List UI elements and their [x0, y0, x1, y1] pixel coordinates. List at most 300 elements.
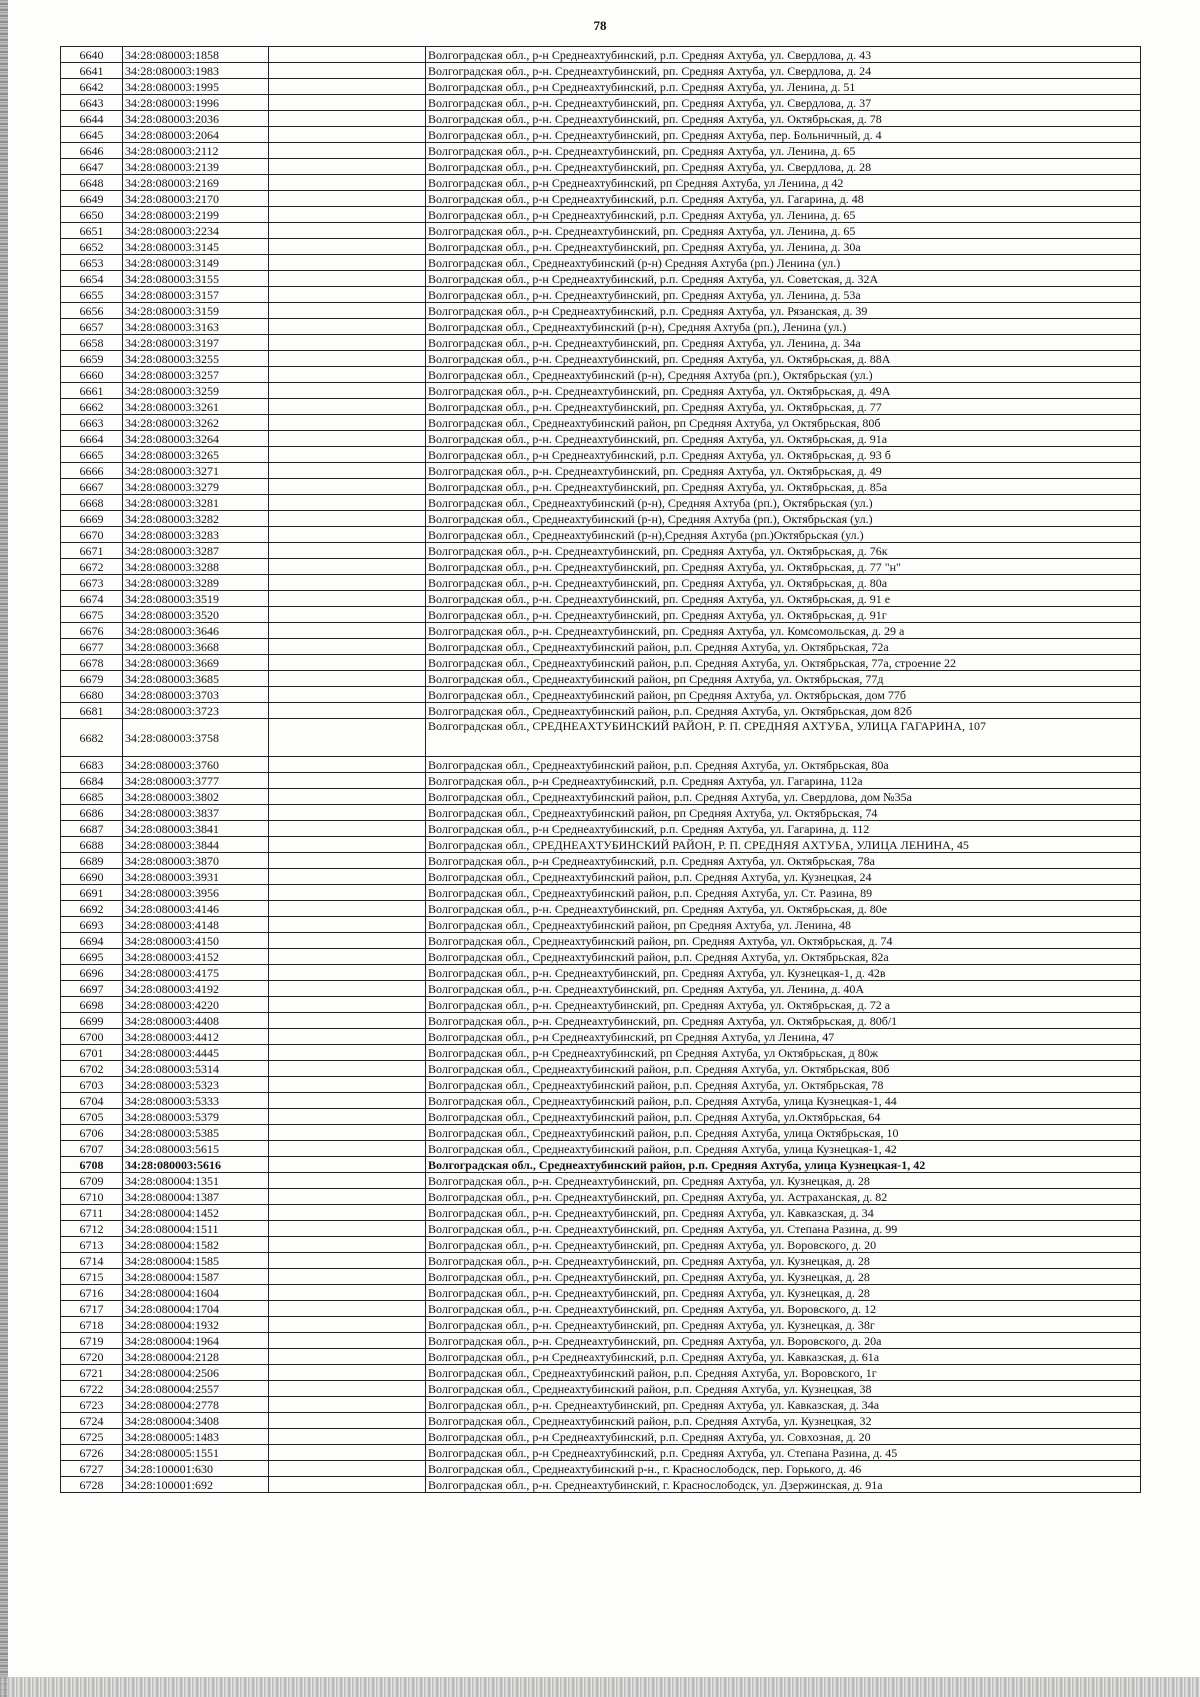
table-row: [61, 351, 1141, 367]
row-number-cell: 6711: [61, 1205, 123, 1221]
cadastral-number-cell: 34:28:080003:3289: [123, 575, 269, 591]
table-row: [61, 789, 1141, 805]
cadastral-number-cell: 34:28:080003:4146: [123, 901, 269, 917]
row-number-cell: 6728: [61, 1477, 123, 1493]
empty-cell: [269, 575, 426, 591]
row-number-cell: 6643: [61, 95, 123, 111]
row-number-cell: 6653: [61, 255, 123, 271]
row-number-cell: 6667: [61, 479, 123, 495]
table-row: [61, 255, 1141, 271]
address-cell: Волгоградская обл., р-н Среднеахтубинский, р.п. Средняя Ахтуба, ул. Октябрьская, д. 93 б: [426, 447, 1141, 463]
address-cell: Волгоградская обл., Среднеахтубинский район, р.п. Средняя Ахтуба, ул. Кузнецкая, 24: [426, 869, 1141, 885]
table-row: [61, 239, 1141, 255]
empty-cell: [269, 383, 426, 399]
address-cell: Волгоградская обл., р-н. Среднеахтубинский, рп. Средняя Ахтуба, ул. Астраханская, д. 82: [426, 1189, 1141, 1205]
table-row: [61, 127, 1141, 143]
table-row: [61, 367, 1141, 383]
table-row: [61, 1301, 1141, 1317]
cadastral-number-cell: 34:28:080003:3669: [123, 655, 269, 671]
address-cell: Волгоградская обл., р-н. Среднеахтубинский, рп. Средняя Ахтуба, ул. Октябрьская, д. 85а: [426, 479, 1141, 495]
table-row: [61, 671, 1141, 687]
table-row: [61, 1221, 1141, 1237]
empty-cell: [269, 303, 426, 319]
row-number-cell: 6721: [61, 1365, 123, 1381]
row-number-cell: 6682: [61, 719, 123, 757]
address-cell: Волгоградская обл., р-н Среднеахтубинский, р.п. Средняя Ахтуба, ул. Ленина, д. 51: [426, 79, 1141, 95]
table-row: [61, 1141, 1141, 1157]
address-cell: Волгоградская обл., р-н. Среднеахтубинский, рп. Средняя Ахтуба, ул. Свердлова, д. 37: [426, 95, 1141, 111]
empty-cell: [269, 1269, 426, 1285]
cadastral-number-cell: 34:28:080003:3520: [123, 607, 269, 623]
table-row: [61, 1125, 1141, 1141]
empty-cell: [269, 1285, 426, 1301]
row-number-cell: 6679: [61, 671, 123, 687]
table-row: [61, 949, 1141, 965]
cadastral-number-cell: 34:28:080003:1995: [123, 79, 269, 95]
address-cell: Волгоградская обл., Среднеахтубинский район, р.п. Средняя Ахтуба, ул. Октябрьская, 78: [426, 1077, 1141, 1093]
empty-cell: [269, 527, 426, 543]
address-cell: Волгоградская обл., р-н. Среднеахтубинский, рп. Средняя Ахтуба, пер. Больничный, д. 4: [426, 127, 1141, 143]
cadastral-number-cell: 34:28:080003:3149: [123, 255, 269, 271]
cadastral-number-cell: 34:28:080003:5323: [123, 1077, 269, 1093]
empty-cell: [269, 1381, 426, 1397]
row-number-cell: 6707: [61, 1141, 123, 1157]
table-row: [61, 1061, 1141, 1077]
empty-cell: [269, 95, 426, 111]
table-row: [61, 95, 1141, 111]
address-cell: Волгоградская обл., Среднеахтубинский район, рп Средняя Ахтуба, ул. Ленина, 48: [426, 917, 1141, 933]
address-cell: Волгоградская обл., р-н. Среднеахтубинский, рп. Средняя Ахтуба, ул. Октябрьская, д. 78: [426, 111, 1141, 127]
cadastral-number-cell: 34:28:080003:2170: [123, 191, 269, 207]
table-row: [61, 805, 1141, 821]
address-cell: Волгоградская обл., р-н. Среднеахтубинский, г. Краснослободск, ул. Дзержинская, д. 91а: [426, 1477, 1141, 1493]
empty-cell: [269, 431, 426, 447]
cadastral-number-cell: 34:28:080005:1551: [123, 1445, 269, 1461]
row-number-cell: 6677: [61, 639, 123, 655]
cadastral-number-cell: 34:28:080004:1351: [123, 1173, 269, 1189]
table-row: [61, 773, 1141, 789]
empty-cell: [269, 687, 426, 703]
cadastral-number-cell: 34:28:080003:3145: [123, 239, 269, 255]
address-cell: Волгоградская обл., Среднеахтубинский (р-н), Средняя Ахтуба (рп.), Октябрьская (ул.): [426, 367, 1141, 383]
empty-cell: [269, 175, 426, 191]
cadastral-number-cell: 34:28:080004:1582: [123, 1237, 269, 1253]
row-number-cell: 6672: [61, 559, 123, 575]
empty-cell: [269, 351, 426, 367]
empty-cell: [269, 591, 426, 607]
address-cell: Волгоградская обл., Среднеахтубинский (р-н), Средняя Ахтуба (рп.), Октябрьская (ул.): [426, 495, 1141, 511]
empty-cell: [269, 1429, 426, 1445]
cadastral-number-cell: 34:28:080004:1387: [123, 1189, 269, 1205]
row-number-cell: 6674: [61, 591, 123, 607]
scan-edge-left: [0, 0, 8, 1697]
row-number-cell: 6724: [61, 1413, 123, 1429]
cadastral-number-cell: 34:28:080003:3841: [123, 821, 269, 837]
row-number-cell: 6646: [61, 143, 123, 159]
cadastral-number-cell: 34:28:080003:2139: [123, 159, 269, 175]
cadastral-number-cell: 34:28:080004:2778: [123, 1397, 269, 1413]
row-number-cell: 6714: [61, 1253, 123, 1269]
cadastral-number-cell: 34:28:080003:1858: [123, 47, 269, 63]
cadastral-number-cell: 34:28:080003:3703: [123, 687, 269, 703]
table-row: [61, 965, 1141, 981]
row-number-cell: 6691: [61, 885, 123, 901]
row-number-cell: 6705: [61, 1109, 123, 1125]
cadastral-number-cell: 34:28:080003:5333: [123, 1093, 269, 1109]
row-number-cell: 6723: [61, 1397, 123, 1413]
address-cell: Волгоградская обл., р-н. Среднеахтубинский, рп. Средняя Ахтуба, ул. Комсомольская, д. 29 а: [426, 623, 1141, 639]
table-row: [61, 869, 1141, 885]
address-cell: Волгоградская обл., Среднеахтубинский район, р.п. Средняя Ахтуба, ул. Октябрьская, 80б: [426, 1061, 1141, 1077]
row-number-cell: 6688: [61, 837, 123, 853]
cadastral-number-cell: 34:28:080003:3760: [123, 757, 269, 773]
cadastral-number-cell: 34:28:080003:3282: [123, 511, 269, 527]
cadastral-number-cell: 34:28:080003:3802: [123, 789, 269, 805]
empty-cell: [269, 447, 426, 463]
empty-cell: [269, 271, 426, 287]
cadastral-number-cell: 34:28:080003:3259: [123, 383, 269, 399]
cadastral-number-cell: 34:28:080003:5615: [123, 1141, 269, 1157]
empty-cell: [269, 1029, 426, 1045]
address-cell: Волгоградская обл., р-н Среднеахтубинский, р.п. Средняя Ахтуба, ул. Ленина, д. 65: [426, 207, 1141, 223]
empty-cell: [269, 1349, 426, 1365]
row-number-cell: 6697: [61, 981, 123, 997]
cadastral-number-cell: 34:28:080003:3279: [123, 479, 269, 495]
empty-cell: [269, 1253, 426, 1269]
empty-cell: [269, 367, 426, 383]
cadastral-number-cell: 34:28:080003:3159: [123, 303, 269, 319]
table-row: [61, 287, 1141, 303]
table-row: [61, 1029, 1141, 1045]
address-cell: Волгоградская обл., р-н. Среднеахтубинский, рп. Средняя Ахтуба, ул. Октябрьская, д. 77 "н": [426, 559, 1141, 575]
row-number-cell: 6671: [61, 543, 123, 559]
table-row: [61, 1397, 1141, 1413]
cadastral-number-cell: 34:28:080003:2234: [123, 223, 269, 239]
address-cell: Волгоградская обл., р-н. Среднеахтубинский, рп. Средняя Ахтуба, ул. Октябрьская, д. 80а: [426, 575, 1141, 591]
empty-cell: [269, 965, 426, 981]
address-cell: Волгоградская обл., Среднеахтубинский район, р.п. Средняя Ахтуба, ул. Октябрьская, дом 82б: [426, 703, 1141, 719]
cadastral-number-cell: 34:28:080003:1996: [123, 95, 269, 111]
cadastral-number-cell: 34:28:080003:4148: [123, 917, 269, 933]
table-row: [61, 1333, 1141, 1349]
cadastral-number-cell: 34:28:080004:1452: [123, 1205, 269, 1221]
row-number-cell: 6713: [61, 1237, 123, 1253]
address-cell: Волгоградская обл., Среднеахтубинский р-н., г. Краснослободск, пер. Горького, д. 46: [426, 1461, 1141, 1477]
address-cell: Волгоградская обл., р-н. Среднеахтубинский, рп. Средняя Ахтуба, ул. Октябрьская, д. 77: [426, 399, 1141, 415]
cadastral-number-cell: 34:28:080004:1604: [123, 1285, 269, 1301]
cadastral-number-cell: 34:28:080003:3844: [123, 837, 269, 853]
empty-cell: [269, 1141, 426, 1157]
cadastral-number-cell: 34:28:080003:3283: [123, 527, 269, 543]
row-number-cell: 6710: [61, 1189, 123, 1205]
address-cell: Волгоградская обл., р-н. Среднеахтубинский, рп. Средняя Ахтуба, ул. Кузнецкая, д. 38г: [426, 1317, 1141, 1333]
table-row: [61, 383, 1141, 399]
empty-cell: [269, 63, 426, 79]
address-cell: Волгоградская обл., Среднеахтубинский (р-н), Средняя Ахтуба (рп.), Октябрьская (ул.): [426, 511, 1141, 527]
address-cell: Волгоградская обл., Среднеахтубинский район, рп Средняя Ахтуба, ул. Октябрьская, дом 77б: [426, 687, 1141, 703]
empty-cell: [269, 789, 426, 805]
cadastral-number-cell: 34:28:080003:3287: [123, 543, 269, 559]
cadastral-number-cell: 34:28:080003:3723: [123, 703, 269, 719]
empty-cell: [269, 239, 426, 255]
cadastral-number-cell: 34:28:080003:3264: [123, 431, 269, 447]
cadastral-number-cell: 34:28:080003:4192: [123, 981, 269, 997]
empty-cell: [269, 287, 426, 303]
table-row: [61, 757, 1141, 773]
cadastral-number-cell: 34:28:080003:3777: [123, 773, 269, 789]
table-row: [61, 159, 1141, 175]
table-row: [61, 1237, 1141, 1253]
address-cell: Волгоградская обл., Среднеахтубинский район, рп. Средняя Ахтуба, ул. Октябрьская, д. 74: [426, 933, 1141, 949]
table-row: [61, 207, 1141, 223]
empty-cell: [269, 223, 426, 239]
address-cell: Волгоградская обл., р-н Среднеахтубинский, р.п. Средняя Ахтуба, ул. Гагарина, 112а: [426, 773, 1141, 789]
table-row: [61, 1413, 1141, 1429]
table-row: [61, 1013, 1141, 1029]
cadastral-number-cell: 34:28:080003:3758: [123, 719, 269, 757]
empty-cell: [269, 933, 426, 949]
address-cell: Волгоградская обл., р-н. Среднеахтубинский, рп. Средняя Ахтуба, ул. Ленина, д. 65: [426, 143, 1141, 159]
table-row: [61, 527, 1141, 543]
address-cell: Волгоградская обл., р-н Среднеахтубинский, р.п. Средняя Ахтуба, ул. Совхозная, д. 20: [426, 1429, 1141, 1445]
address-cell: Волгоградская обл., р-н Среднеахтубинский, р.п. Средняя Ахтуба, ул. Советская, д. 32А: [426, 271, 1141, 287]
cadastral-number-cell: 34:28:080003:4445: [123, 1045, 269, 1061]
row-number-cell: 6645: [61, 127, 123, 143]
row-number-cell: 6699: [61, 1013, 123, 1029]
cadastral-number-cell: 34:28:080003:3931: [123, 869, 269, 885]
empty-cell: [269, 1301, 426, 1317]
empty-cell: [269, 319, 426, 335]
empty-cell: [269, 869, 426, 885]
empty-cell: [269, 1333, 426, 1349]
table-row: [61, 303, 1141, 319]
address-cell: Волгоградская обл., Среднеахтубинский (р-н),Средняя Ахтуба (рп.)Октябрьская (ул.): [426, 527, 1141, 543]
address-cell: Волгоградская обл., Среднеахтубинский район, р.п. Средняя Ахтуба, ул. Октябрьская, 77а, строение 22: [426, 655, 1141, 671]
cadastral-number-cell: 34:28:080003:3255: [123, 351, 269, 367]
row-number-cell: 6700: [61, 1029, 123, 1045]
table-row: [61, 1253, 1141, 1269]
row-number-cell: 6717: [61, 1301, 123, 1317]
table-row: [61, 591, 1141, 607]
registry-table: [60, 46, 1141, 1493]
table-row: [61, 1205, 1141, 1221]
table-row: [61, 63, 1141, 79]
table-row: [61, 655, 1141, 671]
cadastral-number-cell: 34:28:080003:4412: [123, 1029, 269, 1045]
address-cell: Волгоградская обл., р-н Среднеахтубинский, р.п. Средняя Ахтуба, ул. Октябрьская, 78а: [426, 853, 1141, 869]
cadastral-number-cell: 34:28:080004:1511: [123, 1221, 269, 1237]
table-row: [61, 495, 1141, 511]
registry-body: [61, 47, 1141, 1493]
empty-cell: [269, 1461, 426, 1477]
address-cell: Волгоградская обл., СРЕДНЕАХТУБИНСКИЙ РАЙОН, Р. П. СРЕДНЯЯ АХТУБА, УЛИЦА ЛЕНИНА, 45: [426, 837, 1141, 853]
row-number-cell: 6683: [61, 757, 123, 773]
cadastral-number-cell: 34:28:080004:1932: [123, 1317, 269, 1333]
empty-cell: [269, 703, 426, 719]
empty-cell: [269, 1237, 426, 1253]
table-row: [61, 933, 1141, 949]
table-row: [61, 1349, 1141, 1365]
table-row: [61, 1093, 1141, 1109]
table-row: [61, 1429, 1141, 1445]
cadastral-number-cell: 34:28:080004:2128: [123, 1349, 269, 1365]
address-cell: Волгоградская обл., р-н. Среднеахтубинский, рп. Средняя Ахтуба, ул. Ленина, д. 40А: [426, 981, 1141, 997]
empty-cell: [269, 837, 426, 853]
empty-cell: [269, 757, 426, 773]
row-number-cell: 6698: [61, 997, 123, 1013]
row-number-cell: 6708: [61, 1157, 123, 1173]
empty-cell: [269, 1189, 426, 1205]
row-number-cell: 6678: [61, 655, 123, 671]
address-cell: Волгоградская обл., р-н. Среднеахтубинский, рп. Средняя Ахтуба, ул. Кузнецкая, д. 28: [426, 1253, 1141, 1269]
empty-cell: [269, 997, 426, 1013]
address-cell: Волгоградская обл., Среднеахтубинский (р-н), Средняя Ахтуба (рп.), Ленина (ул.): [426, 319, 1141, 335]
empty-cell: [269, 671, 426, 687]
address-cell: Волгоградская обл., р-н Среднеахтубинский, р.п. Средняя Ахтуба, ул. Рязанская, д. 39: [426, 303, 1141, 319]
address-cell: Волгоградская обл., р-н. Среднеахтубинский, рп. Средняя Ахтуба, ул. Октябрьская, д. 49: [426, 463, 1141, 479]
empty-cell: [269, 399, 426, 415]
row-number-cell: 6665: [61, 447, 123, 463]
row-number-cell: 6658: [61, 335, 123, 351]
row-number-cell: 6693: [61, 917, 123, 933]
row-number-cell: 6657: [61, 319, 123, 335]
table-row: [61, 1077, 1141, 1093]
cadastral-number-cell: 34:28:080003:2036: [123, 111, 269, 127]
table-row: [61, 853, 1141, 869]
row-number-cell: 6661: [61, 383, 123, 399]
cadastral-number-cell: 34:28:080003:4150: [123, 933, 269, 949]
empty-cell: [269, 1413, 426, 1429]
table-row: [61, 1189, 1141, 1205]
row-number-cell: 6726: [61, 1445, 123, 1461]
row-number-cell: 6670: [61, 527, 123, 543]
table-row: [61, 447, 1141, 463]
cadastral-number-cell: 34:28:080003:3257: [123, 367, 269, 383]
address-cell: Волгоградская обл., Среднеахтубинский район, р.п. Средняя Ахтуба, ул. Воровского, 1г: [426, 1365, 1141, 1381]
table-row: [61, 431, 1141, 447]
cadastral-number-cell: 34:28:080004:1964: [123, 1333, 269, 1349]
table-row: [61, 703, 1141, 719]
row-number-cell: 6692: [61, 901, 123, 917]
row-number-cell: 6681: [61, 703, 123, 719]
address-cell: Волгоградская обл., Среднеахтубинский район, рп Средняя Ахтуба, ул Октябрьская, 80б: [426, 415, 1141, 431]
empty-cell: [269, 917, 426, 933]
row-number-cell: 6668: [61, 495, 123, 511]
row-number-cell: 6715: [61, 1269, 123, 1285]
row-number-cell: 6675: [61, 607, 123, 623]
cadastral-number-cell: 34:28:080003:3262: [123, 415, 269, 431]
cadastral-number-cell: 34:28:080003:5314: [123, 1061, 269, 1077]
address-cell: Волгоградская обл., Среднеахтубинский (р-н) Средняя Ахтуба (рп.) Ленина (ул.): [426, 255, 1141, 271]
table-row: [61, 639, 1141, 655]
table-row: [61, 997, 1141, 1013]
address-cell: Волгоградская обл., Среднеахтубинский район, р.п. Средняя Ахтуба, ул.Октябрьская, 64: [426, 1109, 1141, 1125]
row-number-cell: 6719: [61, 1333, 123, 1349]
empty-cell: [269, 805, 426, 821]
row-number-cell: 6684: [61, 773, 123, 789]
row-number-cell: 6716: [61, 1285, 123, 1301]
table-row: [61, 1317, 1141, 1333]
row-number-cell: 6652: [61, 239, 123, 255]
row-number-cell: 6694: [61, 933, 123, 949]
cadastral-number-cell: 34:28:080003:3956: [123, 885, 269, 901]
row-number-cell: 6709: [61, 1173, 123, 1189]
address-cell: Волгоградская обл., р-н. Среднеахтубинский, рп. Средняя Ахтуба, ул. Свердлова, д. 28: [426, 159, 1141, 175]
cadastral-number-cell: 34:28:080003:2199: [123, 207, 269, 223]
address-cell: Волгоградская обл., Среднеахтубинский район, р.п. Средняя Ахтуба, улица Кузнецкая-1, 44: [426, 1093, 1141, 1109]
row-number-cell: 6642: [61, 79, 123, 95]
empty-cell: [269, 1477, 426, 1493]
empty-cell: [269, 1061, 426, 1077]
empty-cell: [269, 47, 426, 63]
address-cell: Волгоградская обл., Среднеахтубинский район, р.п. Средняя Ахтуба, улица Кузнецкая-1, 42: [426, 1141, 1141, 1157]
address-cell: Волгоградская обл., р-н. Среднеахтубинский, рп. Средняя Ахтуба, ул. Ленина, д. 34а: [426, 335, 1141, 351]
address-cell: Волгоградская обл., р-н. Среднеахтубинский, рп. Средняя Ахтуба, ул. Ленина, д. 65: [426, 223, 1141, 239]
empty-cell: [269, 559, 426, 575]
table-row: [61, 623, 1141, 639]
cadastral-number-cell: 34:28:080003:4152: [123, 949, 269, 965]
empty-cell: [269, 1173, 426, 1189]
table-row: [61, 335, 1141, 351]
empty-cell: [269, 1221, 426, 1237]
empty-cell: [269, 79, 426, 95]
cadastral-number-cell: 34:28:080003:2169: [123, 175, 269, 191]
address-cell: Волгоградская обл., р-н. Среднеахтубинский, рп. Средняя Ахтуба, ул. Ленина, д. 30а: [426, 239, 1141, 255]
address-cell: Волгоградская обл., р-н. Среднеахтубинский, рп. Средняя Ахтуба, ул. Октябрьская, д. 76к: [426, 543, 1141, 559]
row-number-cell: 6696: [61, 965, 123, 981]
cadastral-number-cell: 34:28:080003:5385: [123, 1125, 269, 1141]
empty-cell: [269, 639, 426, 655]
address-cell: Волгоградская обл., Среднеахтубинский район, р.п. Средняя Ахтуба, улица Кузнецкая-1, 42: [426, 1157, 1141, 1173]
row-number-cell: 6727: [61, 1461, 123, 1477]
empty-cell: [269, 543, 426, 559]
row-number-cell: 6662: [61, 399, 123, 415]
address-cell: Волгоградская обл., СРЕДНЕАХТУБИНСКИЙ РАЙОН, Р. П. СРЕДНЯЯ АХТУБА, УЛИЦА ГАГАРИНА, 107: [426, 719, 1141, 757]
address-cell: Волгоградская обл., р-н. Среднеахтубинский, рп. Средняя Ахтуба, ул. Октябрьская, д. 91а: [426, 431, 1141, 447]
row-number-cell: 6648: [61, 175, 123, 191]
cadastral-number-cell: 34:28:080003:3271: [123, 463, 269, 479]
row-number-cell: 6651: [61, 223, 123, 239]
address-cell: Волгоградская обл., р-н. Среднеахтубинский, рп. Средняя Ахтуба, ул. Свердлова, д. 24: [426, 63, 1141, 79]
address-cell: Волгоградская обл., р-н. Среднеахтубинский, рп. Средняя Ахтуба, ул. Октябрьская, д. 80е: [426, 901, 1141, 917]
address-cell: Волгоградская обл., р-н. Среднеахтубинский, рп. Средняя Ахтуба, ул. Октябрьская, д. 91 е: [426, 591, 1141, 607]
row-number-cell: 6641: [61, 63, 123, 79]
row-number-cell: 6676: [61, 623, 123, 639]
row-number-cell: 6695: [61, 949, 123, 965]
row-number-cell: 6703: [61, 1077, 123, 1093]
table-row: [61, 1269, 1141, 1285]
table-row: [61, 559, 1141, 575]
cadastral-number-cell: 34:28:080004:2506: [123, 1365, 269, 1381]
row-number-cell: 6669: [61, 511, 123, 527]
row-number-cell: 6664: [61, 431, 123, 447]
row-number-cell: 6706: [61, 1125, 123, 1141]
page-number: 78: [593, 18, 607, 33]
address-cell: Волгоградская обл., Среднеахтубинский район, р.п. Средняя Ахтуба, ул. Октябрьская, 72а: [426, 639, 1141, 655]
cadastral-number-cell: 34:28:080003:4220: [123, 997, 269, 1013]
empty-cell: [269, 143, 426, 159]
address-cell: Волгоградская обл., р-н. Среднеахтубинский, рп. Средняя Ахтуба, ул. Октябрьская, д. 88А: [426, 351, 1141, 367]
empty-cell: [269, 1093, 426, 1109]
table-row: [61, 111, 1141, 127]
table-row: [61, 223, 1141, 239]
address-cell: Волгоградская обл., р-н Среднеахтубинский, рп Средняя Ахтуба, ул Октябрьская, д 80ж: [426, 1045, 1141, 1061]
table-row: [61, 47, 1141, 63]
row-number-cell: 6690: [61, 869, 123, 885]
row-number-cell: 6701: [61, 1045, 123, 1061]
address-cell: Волгоградская обл., р-н. Среднеахтубинский, рп. Средняя Ахтуба, ул. Кузнецкая, д. 28: [426, 1173, 1141, 1189]
address-cell: Волгоградская обл., р-н Среднеахтубинский, рп Средняя Ахтуба, ул Ленина, 47: [426, 1029, 1141, 1045]
